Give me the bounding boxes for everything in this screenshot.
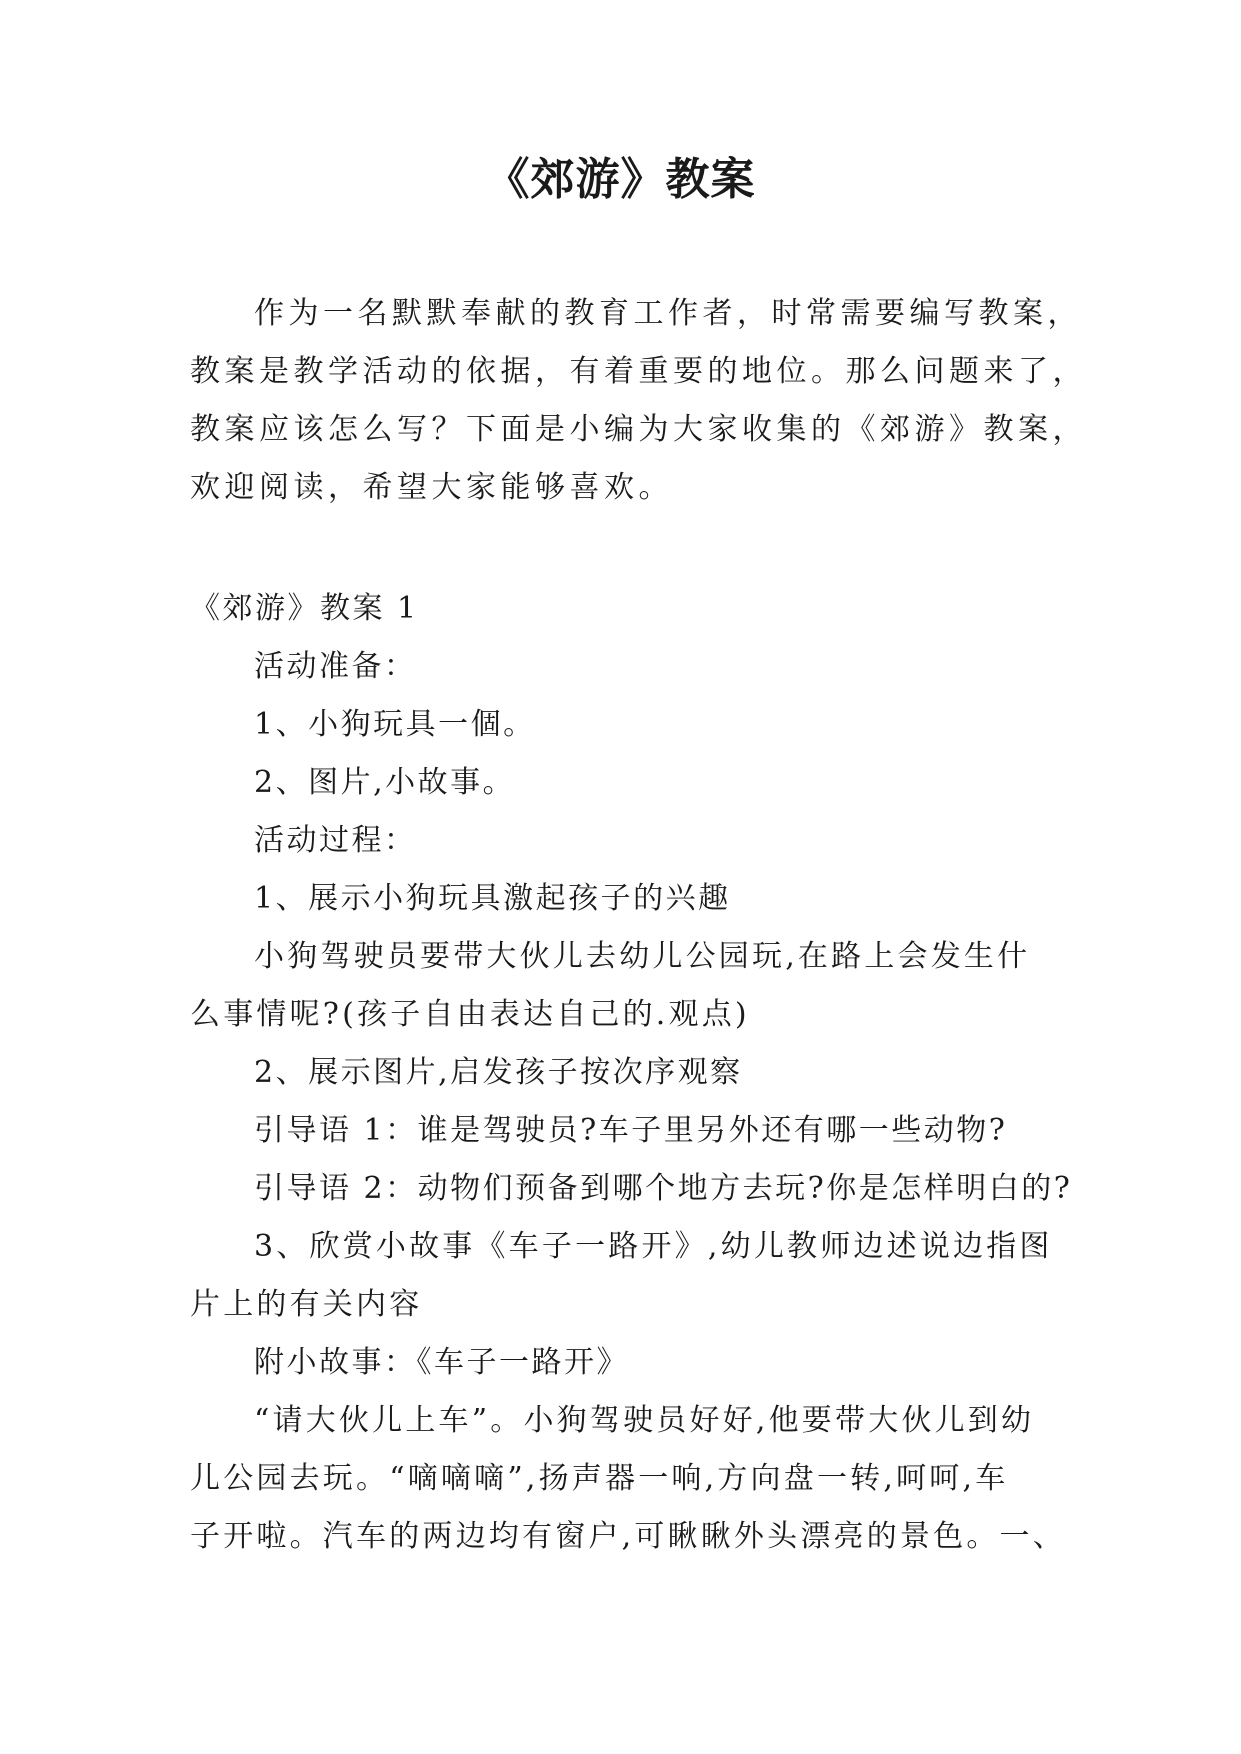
intro-line: 欢迎阅读，希望大家能够喜欢。 [190, 470, 673, 505]
body-line: 2、图片,小故事。 [254, 765, 516, 800]
body-line: 3、欣赏小故事《车子一路开》,幼儿教师边述说边指图 [254, 1229, 1053, 1264]
intro-line: 教案应该怎么写？下面是小编为大家收集的《郊游》教案， [190, 412, 1087, 447]
body-line: 小狗驾驶员要带大伙儿去幼儿公园玩,在路上会发生什 [254, 939, 1031, 974]
body-line: 活动过程： [254, 823, 417, 858]
body-line: 子开啦。汽车的两边均有窗户,可瞅瞅外头漂亮的景色。一、 [190, 1519, 1066, 1554]
body-line: 活动准备： [254, 649, 417, 684]
document-title: 《郊游》教案 [485, 154, 756, 205]
intro-line: 教案是教学活动的依据，有着重要的地位。那么问题来了， [190, 354, 1087, 389]
body-line: 附小故事：《车子一路开》 [254, 1345, 629, 1380]
body-line: 1、小狗玩具一個。 [254, 707, 536, 742]
body-line: 引导语 2：动物们预备到哪个地方去玩?你是怎样明白的? [254, 1171, 1073, 1206]
body-line: 儿公园去玩。“嘀嘀嘀”,扬声器一响,方向盘一转,呵呵,车 [190, 1461, 1009, 1496]
section-heading: 《郊游》教案 1 [190, 591, 419, 626]
body-line: “请大伙儿上车”。小狗驾驶员好好,他要带大伙儿到幼 [254, 1403, 1035, 1438]
intro-paragraph [190, 285, 1087, 517]
body-line: 1、展示小狗玩具激起孩子的兴趣 [254, 881, 731, 916]
intro-line: 作为一名默默奉献的教育工作者，时常需要编写教案， [254, 296, 1082, 331]
lesson-body [190, 580, 1073, 1566]
body-line: 2、展示图片,启发孩子按次序观察 [254, 1055, 743, 1090]
body-line: 片上的有关内容 [190, 1287, 423, 1322]
body-line: 么事情呢?(孩子自由表达自己的.观点) [190, 997, 750, 1032]
body-line: 引导语 1：谁是驾驶员?车子里另外还有哪一些动物? [254, 1113, 1008, 1148]
